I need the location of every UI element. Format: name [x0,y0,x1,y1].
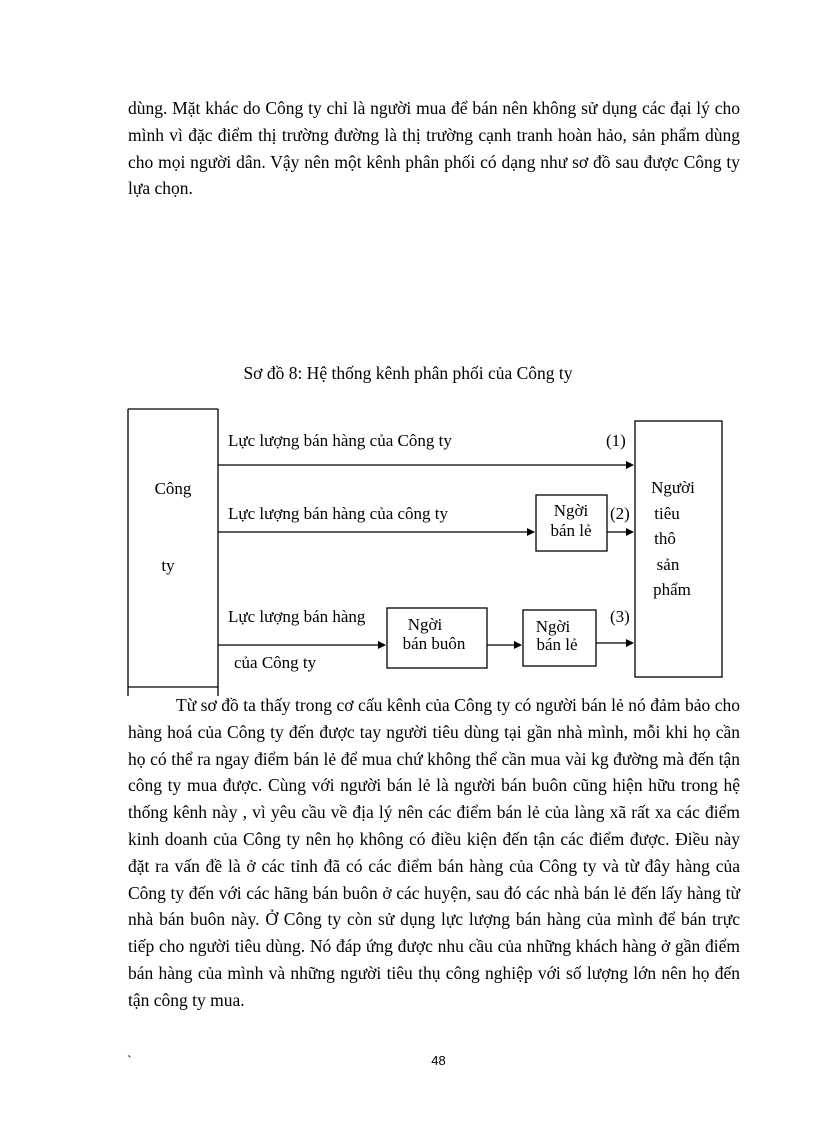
distribution-channel-diagram [0,400,816,700]
channel-2-number: (2) [610,504,630,523]
channel-2-label: Lực lượng bán hàng của công ty [228,504,449,523]
company-box [128,409,218,696]
channel-3-label-line2: của Công ty [234,653,317,672]
retailer-box-2-line2: bán lẻ [550,521,592,540]
retailer-box-3-line1: Ngời [535,617,571,636]
wholesaler-box-line1: Ngời [407,615,443,634]
retailer-box-2-line1: Ngời [553,501,589,520]
consumer-box-line5: phẩm [653,580,691,599]
body-paragraph-1: dùng. Mặt khác do Công ty chỉ là người mua để bán nên không sử dụng các đại lý cho mình vì đặc điểm thị trường đường là thị trường cạnh tranh hoàn hảo, sản phẩm dùng cho mọi người dân. Vậy nên một kênh phân phối có dạng như sơ đồ sau được Công ty lựa chọn. [128,98,740,199]
diagram-caption: Sơ đồ 8: Hệ thống kênh phân phối của Công ty [243,363,573,383]
company-box-line1: Công [154,479,192,498]
channel-1-label: Lực lượng bán hàng của Công ty [228,431,452,450]
consumer-box-line3: thô [654,529,676,548]
channel-3-label-line1: Lực lượng bán hàng [228,607,366,626]
channel-row-3 [218,607,633,672]
channel-row-2 [218,495,633,551]
consumer-box [635,421,722,677]
consumer-box-line1: Người [651,478,695,497]
consumer-box-line2: tiêu [654,504,680,523]
channel-row-1 [218,431,633,465]
retailer-box-3-line2: bán lẻ [536,635,578,654]
channel-1-number: (1) [606,431,626,450]
channel-3-number: (3) [610,607,630,626]
body-paragraph-2: Từ sơ đồ ta thấy trong cơ cấu kênh của Công ty có người bán lẻ nó đảm bảo cho hàng hoá của Công ty đến được tay người tiêu dùng tại gần nhà mình, mỗi khi họ cần họ có thể ra ngay điểm bán lẻ để mua chứ không thể cần mua vài kg đường mà đến tận công ty mua được. Cùng với người bán lẻ là người bán buôn cũng hiện hữu trong hệ thống kênh này , vì yêu cầu về địa lý nên các điểm bán lẻ của làng xã rất xa các điểm kinh doanh của Công ty nên họ không có điều kiện đến tận các điểm được. Điều này đặt ra vấn đề là ở các tỉnh đã có các điểm bán hàng của Công ty và từ đây hàng của Công ty đến với các hãng bán buôn ở các huyện, sau đó các nhà bán lẻ đến lấy hàng từ nhà bán buôn này. Ở Công ty còn sử dụng lực lượng bán hàng của mình để bán trực tiếp cho người tiêu dùng. Nó đáp ứng được nhu cầu của những khách hàng ở gần điểm bán hàng của mình và những người tiêu thụ công nghiệp với số lượng lớn nên họ đến tận công ty mua. [128,695,740,1010]
footer-mark: ` [127,1054,132,1069]
consumer-box-line4: sản [656,555,680,574]
wholesaler-box-line2: bán buôn [402,634,466,653]
page-number: 48 [431,1053,446,1068]
company-box-line2: ty [161,556,175,575]
